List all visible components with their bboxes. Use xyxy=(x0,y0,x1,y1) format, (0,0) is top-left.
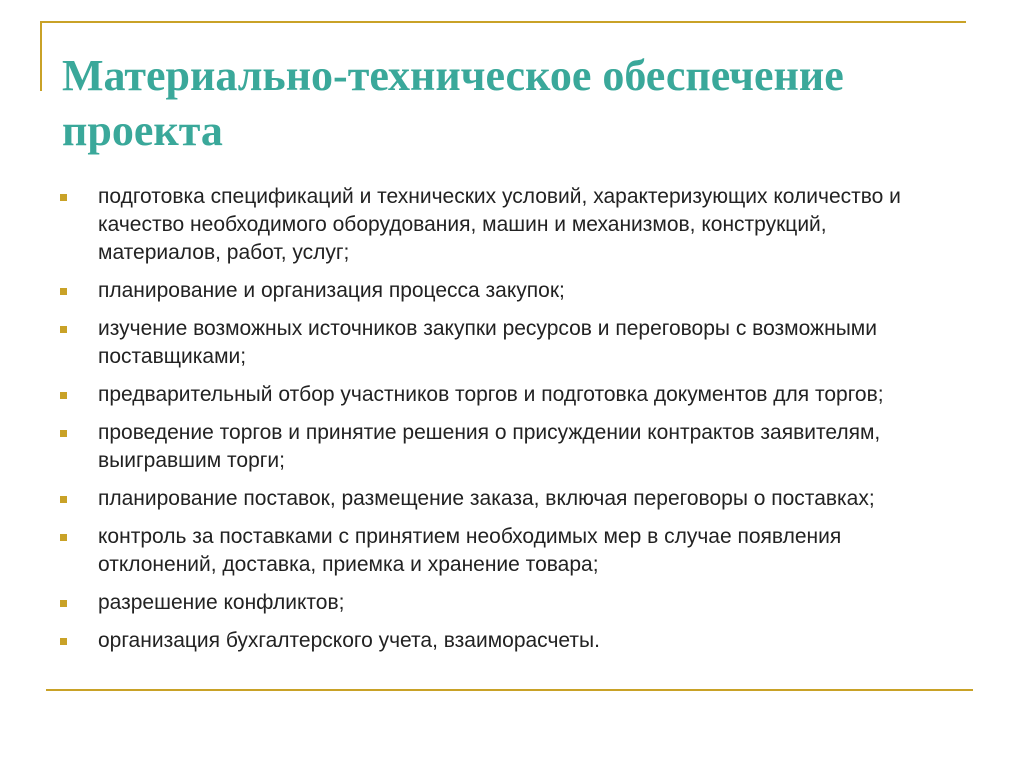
bullet-item xyxy=(58,485,928,513)
bullet-item xyxy=(58,523,928,579)
square-bullet-icon xyxy=(60,600,67,607)
bullet-text: разрешение конфликтов; xyxy=(98,591,345,614)
square-bullet-icon xyxy=(60,638,67,645)
bullet-text: планирование поставок, размещение заказа, включая переговоры о поставках; xyxy=(98,487,875,510)
left-rule xyxy=(40,21,42,91)
square-bullet-icon xyxy=(60,534,67,541)
bullet-item xyxy=(58,277,928,305)
bullet-text: планирование и организация процесса закупок; xyxy=(98,279,565,302)
bullet-list xyxy=(58,183,928,665)
square-bullet-icon xyxy=(60,496,67,503)
bullet-text: подготовка спецификаций и технических условий, характеризующих количество и качество необходимого оборудования, машин и механизмов, конструкций, материалов, работ, услуг; xyxy=(98,185,901,264)
bullet-item xyxy=(58,627,928,655)
bullet-item xyxy=(58,183,928,267)
square-bullet-icon xyxy=(60,430,67,437)
bullet-item xyxy=(58,589,928,617)
bullet-item xyxy=(58,419,928,475)
bullet-text: изучение возможных источников закупки ресурсов и переговоры с возможными поставщиками; xyxy=(98,317,877,368)
square-bullet-icon xyxy=(60,326,67,333)
bullet-text: предварительный отбор участников торгов и подготовка документов для торгов; xyxy=(98,383,884,406)
square-bullet-icon xyxy=(60,392,67,399)
bullet-text: контроль за поставками с принятием необходимых мер в случае появления отклонений, доставка, приемка и хранение товара; xyxy=(98,525,842,576)
bullet-item xyxy=(58,315,928,371)
bottom-rule xyxy=(46,689,973,691)
bullet-text: организация бухгалтерского учета, взаиморасчеты. xyxy=(98,629,600,652)
slide-title: Материально-техническое обеспечение проекта xyxy=(62,51,844,155)
bullet-text: проведение торгов и принятие решения о присуждении контрактов заявителям, выигравшим торги; xyxy=(98,421,881,472)
bullet-item xyxy=(58,381,928,409)
square-bullet-icon xyxy=(60,194,67,201)
square-bullet-icon xyxy=(60,288,67,295)
top-rule xyxy=(40,21,966,23)
